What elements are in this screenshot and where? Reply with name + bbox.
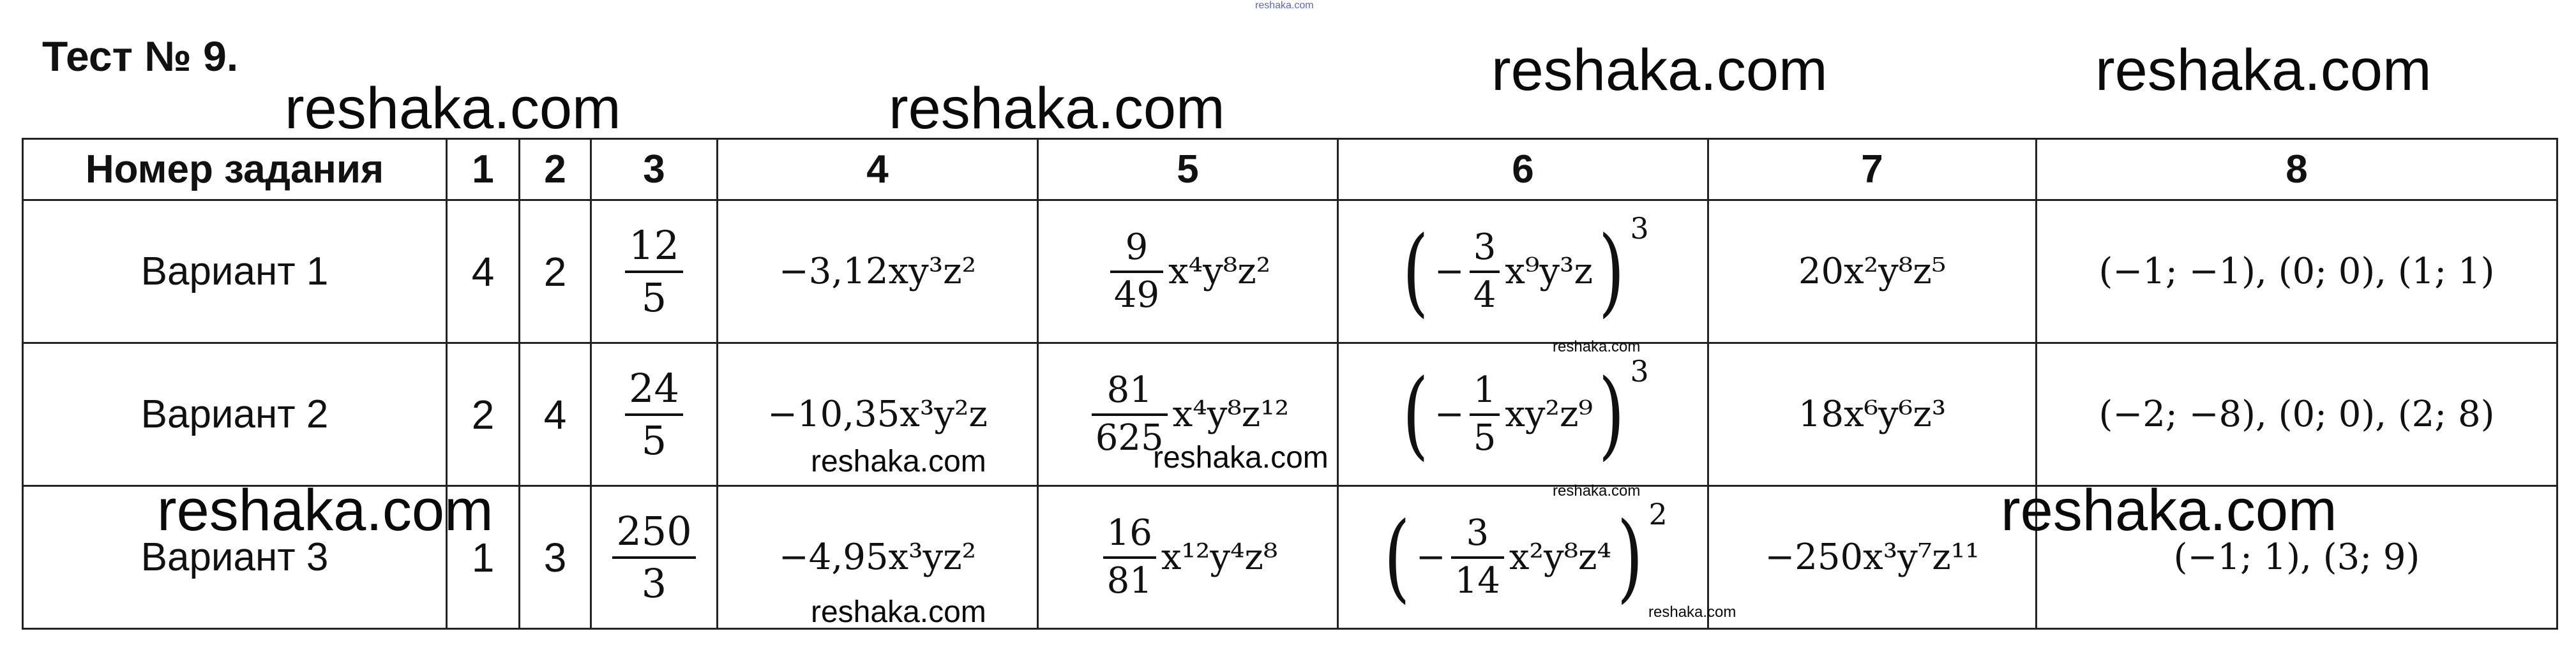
fraction bbox=[1103, 512, 1156, 602]
fraction-numerator: 250 bbox=[612, 510, 695, 558]
fraction-numerator: 16 bbox=[1103, 515, 1156, 559]
fraction-denominator: 4 bbox=[1473, 274, 1496, 316]
monomial-variables: x⁴y⁸z¹² bbox=[1172, 394, 1290, 435]
monomial-variables: xy²z⁹ bbox=[1505, 394, 1593, 435]
header-col-6: 6 bbox=[1338, 139, 1708, 200]
fraction-denominator: 5 bbox=[641, 274, 667, 321]
answer-2: 2 bbox=[520, 200, 591, 343]
watermark: reshaka.com bbox=[2095, 38, 2432, 103]
fraction-numerator: 81 bbox=[1092, 372, 1168, 416]
page-title: Тест № 9. bbox=[42, 33, 239, 80]
fraction-denominator: 81 bbox=[1106, 559, 1152, 602]
answers-table bbox=[22, 138, 2558, 630]
fraction-denominator: 625 bbox=[1095, 417, 1164, 459]
row-label: Вариант 3 bbox=[23, 486, 447, 629]
row-label: Вариант 1 bbox=[23, 200, 447, 343]
watermark: reshaka.com bbox=[157, 478, 493, 543]
answer-6 bbox=[1338, 343, 1708, 486]
answer-1: 2 bbox=[447, 343, 520, 486]
answer-3 bbox=[591, 486, 718, 629]
fraction-numerator: 3 bbox=[1451, 515, 1504, 559]
answer-6 bbox=[1338, 200, 1708, 343]
watermark: reshaka.com bbox=[889, 76, 1225, 141]
right-paren: ) bbox=[1598, 359, 1625, 470]
fraction-denominator: 5 bbox=[641, 417, 667, 464]
fraction bbox=[625, 222, 683, 321]
answer-3 bbox=[591, 343, 718, 486]
answer-7: 18x⁶y⁶z³ bbox=[1708, 343, 2037, 486]
watermark: reshaka.com bbox=[1153, 441, 1329, 475]
header-col-7: 7 bbox=[1708, 139, 2037, 200]
header-col-4: 4 bbox=[718, 139, 1038, 200]
fraction-numerator: 9 bbox=[1110, 229, 1163, 273]
watermark: reshaka.com bbox=[811, 445, 986, 478]
header-task-number: Номер задания bbox=[23, 139, 447, 200]
sign: − bbox=[1434, 251, 1465, 292]
header-col-5: 5 bbox=[1038, 139, 1338, 200]
answer-4: −4,95x³yz² bbox=[718, 486, 1038, 629]
fraction bbox=[1470, 369, 1500, 459]
header-col-8: 8 bbox=[2037, 139, 2557, 200]
answer-8: (−1; −1), (0; 0), (1; 1) bbox=[2037, 200, 2557, 343]
monomial-variables: x⁹y³z bbox=[1505, 251, 1593, 292]
outer-exponent: 2 bbox=[1648, 496, 1668, 531]
fraction bbox=[625, 365, 683, 464]
fraction-numerator: 1 bbox=[1470, 372, 1500, 416]
answer-7: 20x²y⁸z⁵ bbox=[1708, 200, 2037, 343]
watermark: reshaka.com bbox=[811, 595, 986, 629]
answer-7: −250x³y⁷z¹¹ bbox=[1708, 486, 2037, 629]
monomial-variables: x¹²y⁴z⁸ bbox=[1161, 537, 1278, 578]
watermark: reshaka.com bbox=[1553, 338, 1641, 355]
table-row-variant-1 bbox=[23, 200, 2557, 343]
header-col-2: 2 bbox=[520, 139, 591, 200]
fraction-numerator: 24 bbox=[625, 367, 683, 415]
watermark: reshaka.com bbox=[1491, 38, 1828, 103]
fraction-denominator: 5 bbox=[1473, 417, 1496, 459]
answer-3 bbox=[591, 200, 718, 343]
answer-4: −3,12xy³z² bbox=[718, 200, 1038, 343]
left-paren: ( bbox=[1403, 359, 1429, 470]
sign: − bbox=[1415, 537, 1446, 578]
fraction bbox=[1470, 226, 1500, 316]
answer-8: (−2; −8), (0; 0), (2; 8) bbox=[2037, 343, 2557, 486]
outer-exponent: 3 bbox=[1630, 353, 1649, 389]
fraction bbox=[1110, 226, 1163, 316]
monomial-variables: x²y⁸z⁴ bbox=[1509, 537, 1611, 578]
table-header-row bbox=[23, 139, 2557, 200]
watermark: reshaka.com bbox=[2001, 478, 2337, 543]
header-col-3: 3 bbox=[591, 139, 718, 200]
fraction bbox=[612, 508, 695, 607]
outer-exponent: 3 bbox=[1630, 211, 1649, 246]
watermark: reshaka.com bbox=[1648, 604, 1736, 621]
watermark: reshaka.com bbox=[1553, 482, 1641, 500]
watermark: reshaka.com bbox=[285, 76, 621, 141]
sign: − bbox=[1434, 394, 1465, 435]
answer-2: 4 bbox=[520, 343, 591, 486]
answer-8: (−1; 1), (3; 9) bbox=[2037, 486, 2557, 629]
left-paren: ( bbox=[1403, 216, 1429, 327]
right-paren: ) bbox=[1616, 501, 1643, 613]
fraction bbox=[1451, 512, 1504, 602]
monomial-variables: x⁴y⁸z² bbox=[1168, 251, 1271, 292]
header-watermark-tiny: reshaka.com bbox=[1255, 0, 1314, 11]
fraction-denominator: 3 bbox=[641, 559, 667, 607]
fraction-denominator: 49 bbox=[1113, 274, 1160, 316]
fraction-numerator: 12 bbox=[625, 225, 683, 272]
left-paren: ( bbox=[1383, 501, 1410, 613]
answer-1: 4 bbox=[447, 200, 520, 343]
answer-5 bbox=[1038, 486, 1338, 629]
fraction-numerator: 3 bbox=[1470, 229, 1500, 273]
answer-4: −10,35x³y²z bbox=[718, 343, 1038, 486]
answer-5 bbox=[1038, 200, 1338, 343]
row-label: Вариант 2 bbox=[23, 343, 447, 486]
answer-1: 1 bbox=[447, 486, 520, 629]
answer-2: 3 bbox=[520, 486, 591, 629]
header-col-1: 1 bbox=[447, 139, 520, 200]
right-paren: ) bbox=[1598, 216, 1625, 327]
fraction-denominator: 14 bbox=[1454, 559, 1500, 602]
